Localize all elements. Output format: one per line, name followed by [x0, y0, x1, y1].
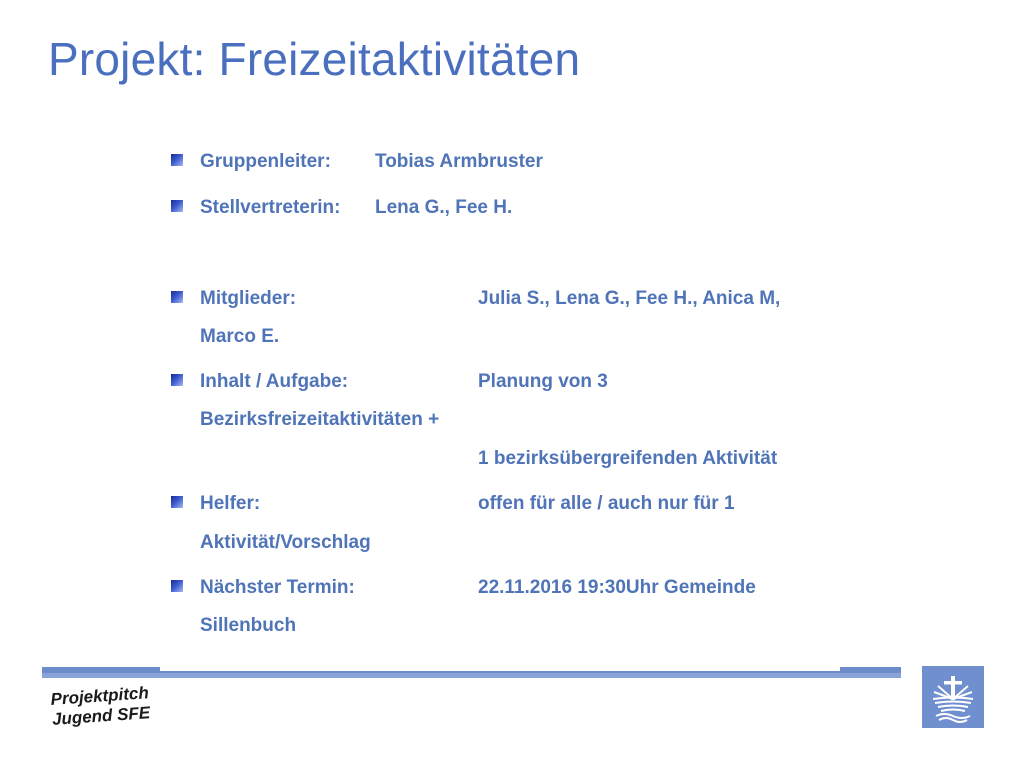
helfer-label: Helfer:	[200, 493, 261, 514]
footer-line-1: Projektpitch	[50, 683, 150, 709]
inhalt-value: Planung von 3	[478, 371, 608, 392]
inhalt-continuation: Bezirksfreizeitaktivitäten +	[200, 409, 440, 430]
gruppenleiter-value: Tobias Armbruster	[375, 151, 543, 172]
mitglieder-value: Julia S., Lena G., Fee H., Anica M,	[478, 288, 781, 309]
stellvertreterin-value: Lena G., Fee H.	[375, 197, 513, 218]
square-bullet-icon	[171, 291, 183, 303]
termin-label: Nächster Termin:	[200, 577, 355, 598]
square-bullet-icon	[171, 200, 183, 212]
footer-bar-lower	[42, 673, 901, 678]
mitglieder-label: Mitglieder:	[200, 288, 297, 309]
square-bullet-icon	[171, 154, 183, 166]
termin-value: 22.11.2016 19:30Uhr Gemeinde	[478, 577, 756, 598]
helfer-continuation: Aktivität/Vorschlag	[200, 532, 371, 553]
square-bullet-icon	[171, 374, 183, 386]
helfer-value: offen für alle / auch nur für 1	[478, 493, 735, 514]
square-bullet-icon	[171, 496, 183, 508]
termin-continuation: Sillenbuch	[200, 615, 297, 636]
square-bullet-icon	[171, 580, 183, 592]
footer-bar-notch-line	[160, 671, 840, 673]
nak-church-logo-icon	[922, 666, 984, 728]
footer-text	[50, 683, 151, 730]
mitglieder-continuation: Marco E.	[200, 326, 280, 347]
stellvertreterin-label: Stellvertreterin:	[200, 197, 341, 218]
footer-line-2: Jugend SFE	[51, 703, 151, 729]
gruppenleiter-label: Gruppenleiter:	[200, 151, 331, 172]
slide-title: Projekt: Freizeitaktivitäten	[48, 33, 581, 85]
inhalt-continuation-2: 1 bezirksübergreifenden Aktivität	[478, 448, 778, 469]
inhalt-label: Inhalt / Aufgabe:	[200, 371, 349, 392]
